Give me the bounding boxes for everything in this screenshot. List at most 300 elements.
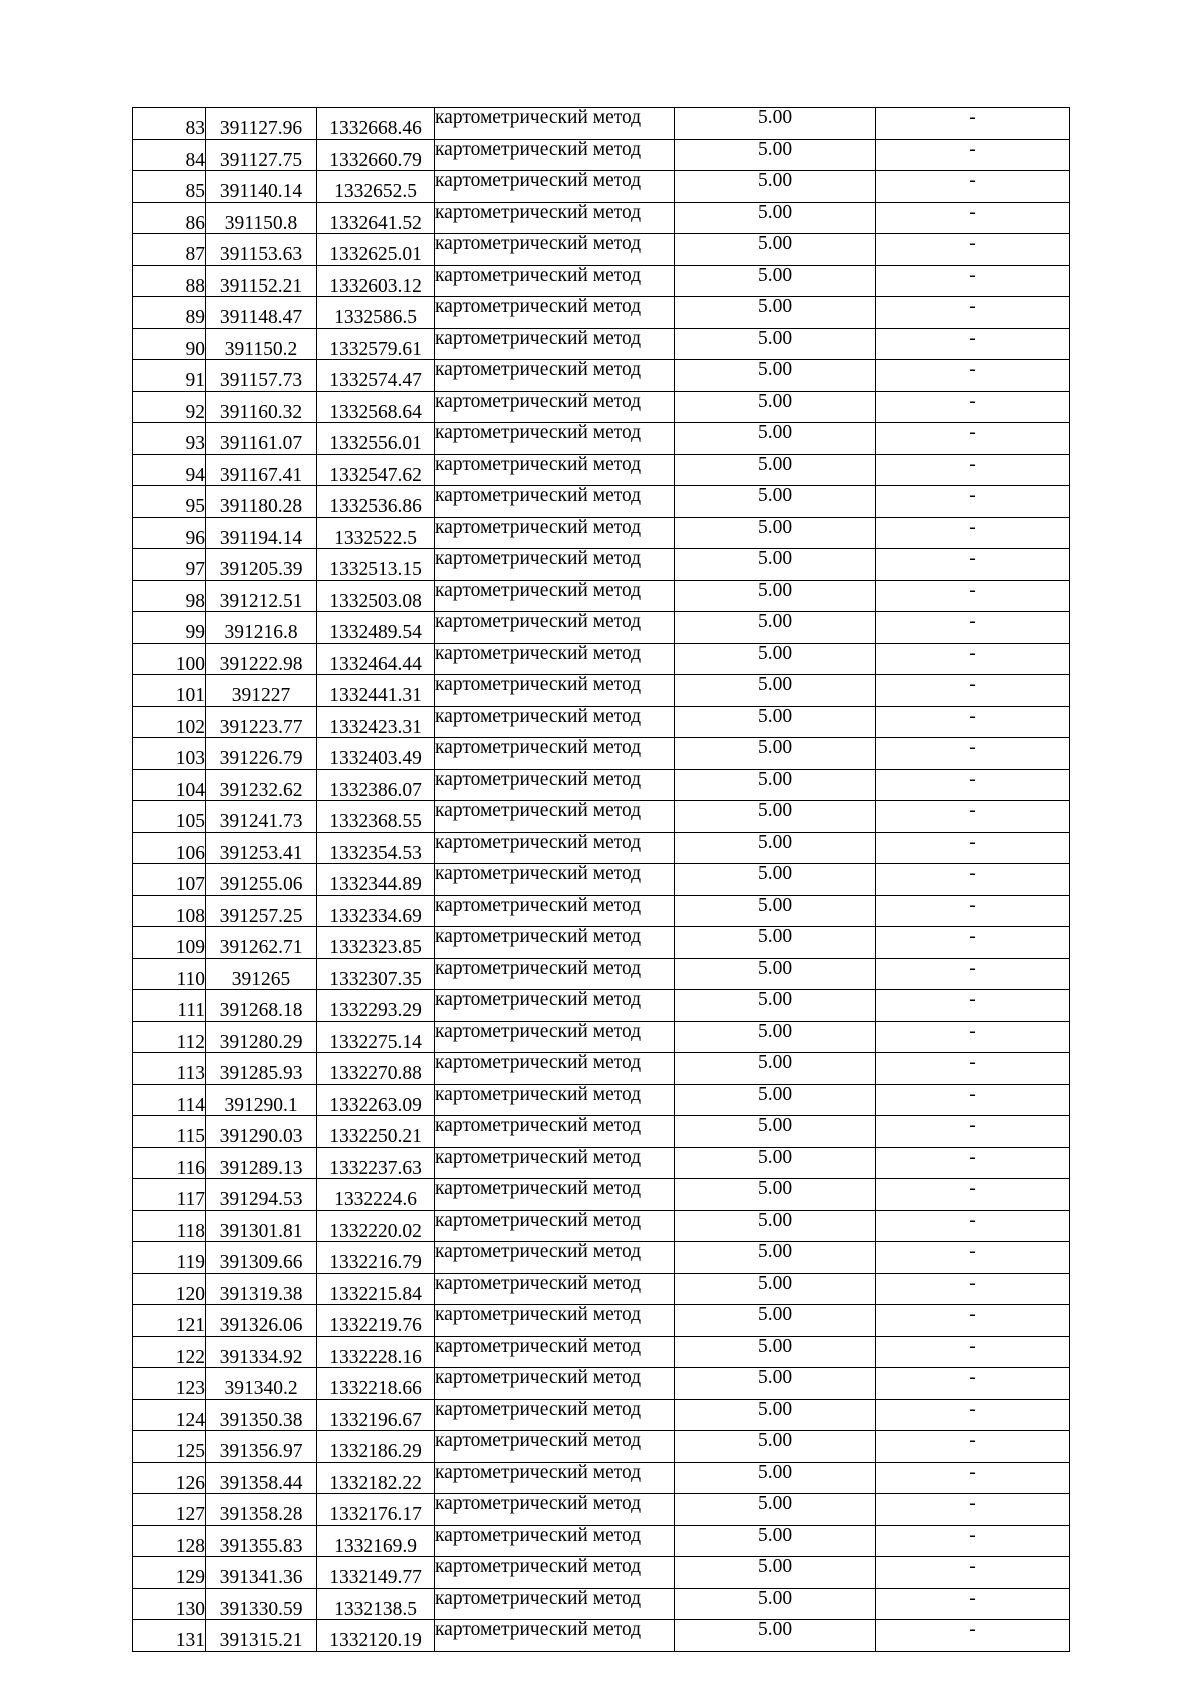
note-cell: - [876, 454, 1070, 486]
accuracy-cell: 5.00 [675, 1588, 876, 1620]
accuracy-cell: 5.00 [675, 927, 876, 959]
method-cell: картометрический метод [435, 202, 675, 234]
method-cell: картометрический метод [435, 1305, 675, 1337]
y-coordinate-cell: 1332668.46 [317, 108, 435, 140]
y-coordinate-cell: 1332503.08 [317, 580, 435, 612]
point-number-cell: 84 [133, 139, 206, 171]
table-row [133, 549, 1070, 581]
x-coordinate-cell: 391157.73 [206, 360, 317, 392]
table-row [133, 990, 1070, 1022]
table-row [133, 360, 1070, 392]
method-cell: картометрический метод [435, 1557, 675, 1589]
accuracy-cell: 5.00 [675, 549, 876, 581]
method-cell: картометрический метод [435, 864, 675, 896]
x-coordinate-cell: 391140.14 [206, 171, 317, 203]
table-row [133, 171, 1070, 203]
x-coordinate-cell: 391257.25 [206, 895, 317, 927]
x-coordinate-cell: 391227 [206, 675, 317, 707]
accuracy-cell: 5.00 [675, 454, 876, 486]
accuracy-cell: 5.00 [675, 706, 876, 738]
y-coordinate-cell: 1332652.5 [317, 171, 435, 203]
x-coordinate-cell: 391161.07 [206, 423, 317, 455]
table-row [133, 612, 1070, 644]
method-cell: картометрический метод [435, 1462, 675, 1494]
table-row [133, 454, 1070, 486]
table-row [133, 234, 1070, 266]
accuracy-cell: 5.00 [675, 580, 876, 612]
x-coordinate-cell: 391358.28 [206, 1494, 317, 1526]
x-coordinate-cell: 391150.8 [206, 202, 317, 234]
note-cell: - [876, 297, 1070, 329]
accuracy-cell: 5.00 [675, 1273, 876, 1305]
accuracy-cell: 5.00 [675, 958, 876, 990]
x-coordinate-cell: 391212.51 [206, 580, 317, 612]
accuracy-cell: 5.00 [675, 832, 876, 864]
method-cell: картометрический метод [435, 391, 675, 423]
x-coordinate-cell: 391280.29 [206, 1021, 317, 1053]
y-coordinate-cell: 1332250.21 [317, 1116, 435, 1148]
accuracy-cell: 5.00 [675, 895, 876, 927]
table-row [133, 328, 1070, 360]
note-cell: - [876, 1557, 1070, 1589]
accuracy-cell: 5.00 [675, 643, 876, 675]
x-coordinate-cell: 391152.21 [206, 265, 317, 297]
y-coordinate-cell: 1332344.89 [317, 864, 435, 896]
table-row [133, 769, 1070, 801]
method-cell: картометрический метод [435, 580, 675, 612]
point-number-cell: 99 [133, 612, 206, 644]
method-cell: картометрический метод [435, 1431, 675, 1463]
accuracy-cell: 5.00 [675, 391, 876, 423]
note-cell: - [876, 864, 1070, 896]
accuracy-cell: 5.00 [675, 360, 876, 392]
method-cell: картометрический метод [435, 990, 675, 1022]
y-coordinate-cell: 1332403.49 [317, 738, 435, 770]
x-coordinate-cell: 391334.92 [206, 1336, 317, 1368]
point-number-cell: 92 [133, 391, 206, 423]
x-coordinate-cell: 391358.44 [206, 1462, 317, 1494]
table-row [133, 895, 1070, 927]
accuracy-cell: 5.00 [675, 108, 876, 140]
point-number-cell: 112 [133, 1021, 206, 1053]
table-row [133, 423, 1070, 455]
x-coordinate-cell: 391340.2 [206, 1368, 317, 1400]
y-coordinate-cell: 1332568.64 [317, 391, 435, 423]
accuracy-cell: 5.00 [675, 171, 876, 203]
table-row [133, 706, 1070, 738]
point-number-cell: 107 [133, 864, 206, 896]
note-cell: - [876, 1116, 1070, 1148]
method-cell: картометрический метод [435, 265, 675, 297]
point-number-cell: 131 [133, 1620, 206, 1652]
point-number-cell: 129 [133, 1557, 206, 1589]
table-row [133, 517, 1070, 549]
table-row [133, 265, 1070, 297]
note-cell: - [876, 643, 1070, 675]
point-number-cell: 125 [133, 1431, 206, 1463]
note-cell: - [876, 1588, 1070, 1620]
y-coordinate-cell: 1332586.5 [317, 297, 435, 329]
point-number-cell: 102 [133, 706, 206, 738]
note-cell: - [876, 958, 1070, 990]
point-number-cell: 106 [133, 832, 206, 864]
accuracy-cell: 5.00 [675, 1210, 876, 1242]
y-coordinate-cell: 1332149.77 [317, 1557, 435, 1589]
table-row [133, 1336, 1070, 1368]
table-row [133, 1588, 1070, 1620]
point-number-cell: 109 [133, 927, 206, 959]
y-coordinate-cell: 1332354.53 [317, 832, 435, 864]
note-cell: - [876, 769, 1070, 801]
accuracy-cell: 5.00 [675, 990, 876, 1022]
point-number-cell: 88 [133, 265, 206, 297]
method-cell: картометрический метод [435, 486, 675, 518]
note-cell: - [876, 1431, 1070, 1463]
method-cell: картометрический метод [435, 108, 675, 140]
accuracy-cell: 5.00 [675, 1084, 876, 1116]
x-coordinate-cell: 391255.06 [206, 864, 317, 896]
point-number-cell: 91 [133, 360, 206, 392]
note-cell: - [876, 549, 1070, 581]
accuracy-cell: 5.00 [675, 864, 876, 896]
x-coordinate-cell: 391355.83 [206, 1525, 317, 1557]
accuracy-cell: 5.00 [675, 612, 876, 644]
y-coordinate-cell: 1332579.61 [317, 328, 435, 360]
x-coordinate-cell: 391148.47 [206, 297, 317, 329]
method-cell: картометрический метод [435, 234, 675, 266]
x-coordinate-cell: 391309.66 [206, 1242, 317, 1274]
note-cell: - [876, 1242, 1070, 1274]
method-cell: картометрический метод [435, 1399, 675, 1431]
x-coordinate-cell: 391127.75 [206, 139, 317, 171]
note-cell: - [876, 234, 1070, 266]
note-cell: - [876, 265, 1070, 297]
y-coordinate-cell: 1332556.01 [317, 423, 435, 455]
note-cell: - [876, 1336, 1070, 1368]
point-number-cell: 127 [133, 1494, 206, 1526]
table-row [133, 1084, 1070, 1116]
y-coordinate-cell: 1332625.01 [317, 234, 435, 266]
point-number-cell: 126 [133, 1462, 206, 1494]
method-cell: картометрический метод [435, 1242, 675, 1274]
method-cell: картометрический метод [435, 801, 675, 833]
y-coordinate-cell: 1332489.54 [317, 612, 435, 644]
x-coordinate-cell: 391301.81 [206, 1210, 317, 1242]
method-cell: картометрический метод [435, 297, 675, 329]
method-cell: картометрический метод [435, 675, 675, 707]
note-cell: - [876, 486, 1070, 518]
table-row [133, 297, 1070, 329]
note-cell: - [876, 1179, 1070, 1211]
document-page [132, 107, 1070, 1652]
point-number-cell: 89 [133, 297, 206, 329]
table-row [133, 1462, 1070, 1494]
x-coordinate-cell: 391319.38 [206, 1273, 317, 1305]
table-row [133, 1242, 1070, 1274]
method-cell: картометрический метод [435, 1336, 675, 1368]
table-row [133, 1210, 1070, 1242]
point-number-cell: 104 [133, 769, 206, 801]
point-number-cell: 119 [133, 1242, 206, 1274]
x-coordinate-cell: 391205.39 [206, 549, 317, 581]
point-number-cell: 100 [133, 643, 206, 675]
y-coordinate-cell: 1332196.67 [317, 1399, 435, 1431]
note-cell: - [876, 202, 1070, 234]
note-cell: - [876, 1147, 1070, 1179]
accuracy-cell: 5.00 [675, 1525, 876, 1557]
accuracy-cell: 5.00 [675, 297, 876, 329]
point-number-cell: 90 [133, 328, 206, 360]
accuracy-cell: 5.00 [675, 423, 876, 455]
note-cell: - [876, 1368, 1070, 1400]
note-cell: - [876, 139, 1070, 171]
note-cell: - [876, 612, 1070, 644]
y-coordinate-cell: 1332169.9 [317, 1525, 435, 1557]
accuracy-cell: 5.00 [675, 1242, 876, 1274]
table-row [133, 643, 1070, 675]
x-coordinate-cell: 391285.93 [206, 1053, 317, 1085]
method-cell: картометрический метод [435, 738, 675, 770]
point-number-cell: 110 [133, 958, 206, 990]
table-row [133, 958, 1070, 990]
method-cell: картометрический метод [435, 139, 675, 171]
x-coordinate-cell: 391315.21 [206, 1620, 317, 1652]
y-coordinate-cell: 1332293.29 [317, 990, 435, 1022]
note-cell: - [876, 675, 1070, 707]
method-cell: картометрический метод [435, 1116, 675, 1148]
y-coordinate-cell: 1332218.66 [317, 1368, 435, 1400]
note-cell: - [876, 738, 1070, 770]
table-row [133, 832, 1070, 864]
accuracy-cell: 5.00 [675, 1116, 876, 1148]
method-cell: картометрический метод [435, 1368, 675, 1400]
y-coordinate-cell: 1332368.55 [317, 801, 435, 833]
note-cell: - [876, 108, 1070, 140]
accuracy-cell: 5.00 [675, 1431, 876, 1463]
y-coordinate-cell: 1332224.6 [317, 1179, 435, 1211]
y-coordinate-cell: 1332522.5 [317, 517, 435, 549]
x-coordinate-cell: 391150.2 [206, 328, 317, 360]
method-cell: картометрический метод [435, 1179, 675, 1211]
note-cell: - [876, 1021, 1070, 1053]
y-coordinate-cell: 1332219.76 [317, 1305, 435, 1337]
x-coordinate-cell: 391180.28 [206, 486, 317, 518]
point-number-cell: 121 [133, 1305, 206, 1337]
y-coordinate-cell: 1332176.17 [317, 1494, 435, 1526]
method-cell: картометрический метод [435, 895, 675, 927]
point-number-cell: 96 [133, 517, 206, 549]
accuracy-cell: 5.00 [675, 1021, 876, 1053]
x-coordinate-cell: 391290.1 [206, 1084, 317, 1116]
point-number-cell: 85 [133, 171, 206, 203]
method-cell: картометрический метод [435, 1147, 675, 1179]
note-cell: - [876, 1525, 1070, 1557]
point-number-cell: 101 [133, 675, 206, 707]
note-cell: - [876, 801, 1070, 833]
table-row [133, 1620, 1070, 1652]
accuracy-cell: 5.00 [675, 1462, 876, 1494]
x-coordinate-cell: 391127.96 [206, 108, 317, 140]
y-coordinate-cell: 1332441.31 [317, 675, 435, 707]
x-coordinate-cell: 391226.79 [206, 738, 317, 770]
y-coordinate-cell: 1332237.63 [317, 1147, 435, 1179]
accuracy-cell: 5.00 [675, 769, 876, 801]
point-number-cell: 108 [133, 895, 206, 927]
point-number-cell: 118 [133, 1210, 206, 1242]
method-cell: картометрический метод [435, 549, 675, 581]
point-number-cell: 105 [133, 801, 206, 833]
accuracy-cell: 5.00 [675, 1147, 876, 1179]
point-number-cell: 103 [133, 738, 206, 770]
y-coordinate-cell: 1332323.85 [317, 927, 435, 959]
note-cell: - [876, 1305, 1070, 1337]
note-cell: - [876, 1494, 1070, 1526]
table-row [133, 391, 1070, 423]
table-row [133, 675, 1070, 707]
table-row [133, 108, 1070, 140]
point-number-cell: 93 [133, 423, 206, 455]
accuracy-cell: 5.00 [675, 234, 876, 266]
y-coordinate-cell: 1332263.09 [317, 1084, 435, 1116]
x-coordinate-cell: 391268.18 [206, 990, 317, 1022]
table-row [133, 1021, 1070, 1053]
point-number-cell: 114 [133, 1084, 206, 1116]
table-row [133, 1179, 1070, 1211]
point-number-cell: 122 [133, 1336, 206, 1368]
point-number-cell: 86 [133, 202, 206, 234]
table-row [133, 801, 1070, 833]
note-cell: - [876, 990, 1070, 1022]
x-coordinate-cell: 391341.36 [206, 1557, 317, 1589]
method-cell: картометрический метод [435, 454, 675, 486]
x-coordinate-cell: 391160.32 [206, 391, 317, 423]
accuracy-cell: 5.00 [675, 265, 876, 297]
method-cell: картометрический метод [435, 360, 675, 392]
table-row [133, 486, 1070, 518]
table-row [133, 927, 1070, 959]
point-number-cell: 94 [133, 454, 206, 486]
accuracy-cell: 5.00 [675, 1368, 876, 1400]
x-coordinate-cell: 391194.14 [206, 517, 317, 549]
coordinates-table [132, 107, 1070, 1652]
note-cell: - [876, 580, 1070, 612]
y-coordinate-cell: 1332386.07 [317, 769, 435, 801]
table-row [133, 1399, 1070, 1431]
y-coordinate-cell: 1332547.62 [317, 454, 435, 486]
note-cell: - [876, 832, 1070, 864]
point-number-cell: 98 [133, 580, 206, 612]
y-coordinate-cell: 1332334.69 [317, 895, 435, 927]
method-cell: картометрический метод [435, 1210, 675, 1242]
note-cell: - [876, 1210, 1070, 1242]
y-coordinate-cell: 1332423.31 [317, 706, 435, 738]
x-coordinate-cell: 391294.53 [206, 1179, 317, 1211]
x-coordinate-cell: 391289.13 [206, 1147, 317, 1179]
y-coordinate-cell: 1332120.19 [317, 1620, 435, 1652]
point-number-cell: 120 [133, 1273, 206, 1305]
note-cell: - [876, 706, 1070, 738]
y-coordinate-cell: 1332660.79 [317, 139, 435, 171]
point-number-cell: 111 [133, 990, 206, 1022]
x-coordinate-cell: 391216.8 [206, 612, 317, 644]
method-cell: картометрический метод [435, 706, 675, 738]
method-cell: картометрический метод [435, 423, 675, 455]
x-coordinate-cell: 391153.63 [206, 234, 317, 266]
method-cell: картометрический метод [435, 1525, 675, 1557]
x-coordinate-cell: 391326.06 [206, 1305, 317, 1337]
x-coordinate-cell: 391262.71 [206, 927, 317, 959]
method-cell: картометрический метод [435, 769, 675, 801]
note-cell: - [876, 171, 1070, 203]
point-number-cell: 123 [133, 1368, 206, 1400]
y-coordinate-cell: 1332182.22 [317, 1462, 435, 1494]
method-cell: картометрический метод [435, 958, 675, 990]
x-coordinate-cell: 391330.59 [206, 1588, 317, 1620]
table-row [133, 139, 1070, 171]
y-coordinate-cell: 1332513.15 [317, 549, 435, 581]
note-cell: - [876, 1462, 1070, 1494]
table-row [133, 738, 1070, 770]
y-coordinate-cell: 1332307.35 [317, 958, 435, 990]
accuracy-cell: 5.00 [675, 328, 876, 360]
y-coordinate-cell: 1332270.88 [317, 1053, 435, 1085]
y-coordinate-cell: 1332186.29 [317, 1431, 435, 1463]
accuracy-cell: 5.00 [675, 1557, 876, 1589]
method-cell: картометрический метод [435, 517, 675, 549]
method-cell: картометрический метод [435, 1620, 675, 1652]
accuracy-cell: 5.00 [675, 139, 876, 171]
method-cell: картометрический метод [435, 643, 675, 675]
note-cell: - [876, 328, 1070, 360]
accuracy-cell: 5.00 [675, 1305, 876, 1337]
coordinates-table-body [133, 108, 1070, 1652]
y-coordinate-cell: 1332138.5 [317, 1588, 435, 1620]
y-coordinate-cell: 1332215.84 [317, 1273, 435, 1305]
accuracy-cell: 5.00 [675, 1053, 876, 1085]
point-number-cell: 95 [133, 486, 206, 518]
method-cell: картометрический метод [435, 1084, 675, 1116]
table-row [133, 202, 1070, 234]
method-cell: картометрический метод [435, 612, 675, 644]
x-coordinate-cell: 391223.77 [206, 706, 317, 738]
table-row [133, 1494, 1070, 1526]
x-coordinate-cell: 391167.41 [206, 454, 317, 486]
note-cell: - [876, 1053, 1070, 1085]
point-number-cell: 87 [133, 234, 206, 266]
x-coordinate-cell: 391222.98 [206, 643, 317, 675]
accuracy-cell: 5.00 [675, 675, 876, 707]
y-coordinate-cell: 1332574.47 [317, 360, 435, 392]
table-row [133, 864, 1070, 896]
table-row [133, 1525, 1070, 1557]
accuracy-cell: 5.00 [675, 1336, 876, 1368]
table-row [133, 1273, 1070, 1305]
point-number-cell: 113 [133, 1053, 206, 1085]
note-cell: - [876, 1620, 1070, 1652]
method-cell: картометрический метод [435, 1021, 675, 1053]
y-coordinate-cell: 1332536.86 [317, 486, 435, 518]
accuracy-cell: 5.00 [675, 738, 876, 770]
method-cell: картометрический метод [435, 1588, 675, 1620]
point-number-cell: 130 [133, 1588, 206, 1620]
method-cell: картометрический метод [435, 1053, 675, 1085]
accuracy-cell: 5.00 [675, 486, 876, 518]
note-cell: - [876, 895, 1070, 927]
accuracy-cell: 5.00 [675, 202, 876, 234]
point-number-cell: 116 [133, 1147, 206, 1179]
point-number-cell: 128 [133, 1525, 206, 1557]
note-cell: - [876, 360, 1070, 392]
